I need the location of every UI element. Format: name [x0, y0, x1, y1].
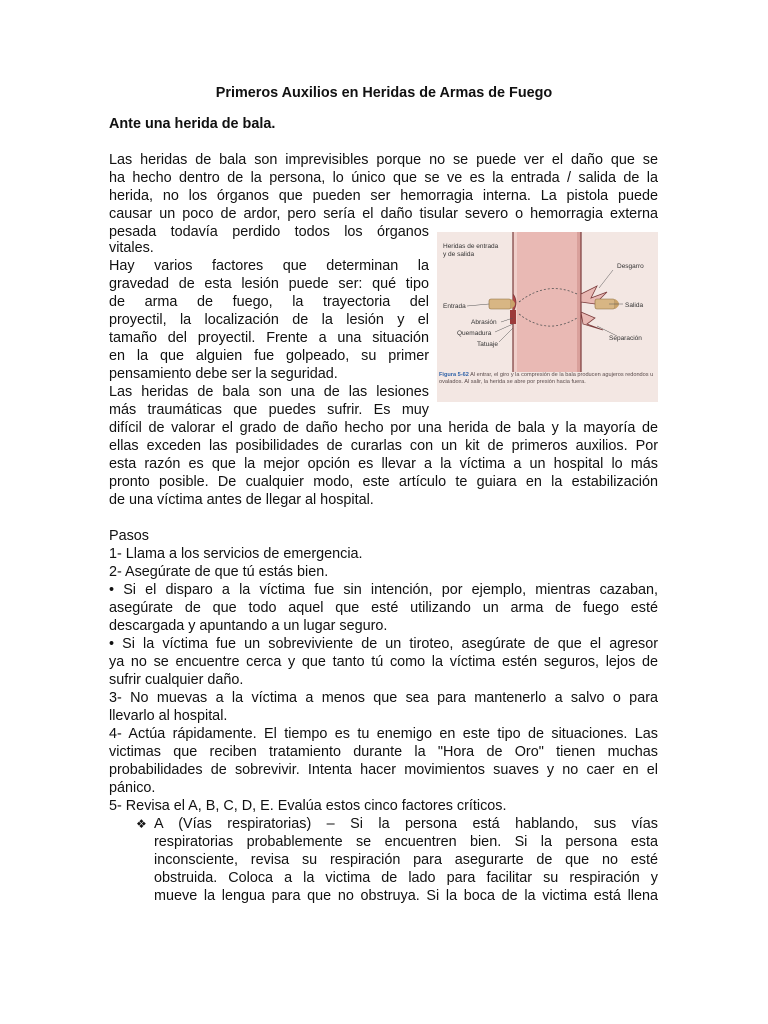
text-line: Las heridas de bala son una de las lesiones: [109, 384, 429, 400]
document-title: Primeros Auxilios en Heridas de Armas de Fuego: [215, 85, 553, 101]
step-line: 2- Asegúrate de que tú estás bien.: [109, 564, 329, 580]
text-line: Hay varios factores que determinan la: [109, 258, 429, 274]
step-line: victimas que reciben tratamiento durante la "Hora de Oro" tienen muchas: [109, 744, 658, 760]
text-line: causar un poco de ardor, pero sería el daño tisular severo o hemorragia externa: [109, 206, 658, 222]
text-line: pronto posible. De cualquier modo, este artículo te guiara en la estabilización: [109, 474, 658, 490]
text-line: pesada todavía perdido todos los órganos: [109, 224, 429, 240]
tissue-band: [513, 232, 581, 372]
text-line: de arma de fuego, la trayectoria del: [109, 294, 429, 310]
text-line: en la que alguien fue golpeado, su primer: [109, 348, 429, 364]
figure-caption-number: Figura 5-62: [439, 372, 469, 378]
text-line: difícil de valorar el grado de daño hecho por una herida de bala y la mayoría de: [109, 420, 658, 436]
section-heading: Ante una herida de bala.: [109, 116, 276, 132]
text-line: proyectil, la localización de la lesión y el: [109, 312, 429, 328]
label-entrada: Entrada: [443, 303, 466, 310]
text-line: ha hecho dentro de la persona, lo único que se ve es la entrada / salida de la: [109, 170, 658, 186]
step-line: 4- Actúa rápidamente. El tiempo es tu enemigo en este tipo de situaciones. Las: [109, 726, 658, 742]
step-line: 3- No muevas a la víctima a menos que sea para mantenerlo a salvo o para: [109, 690, 658, 706]
text-line: gravedad de esta lesión puede ser: qué tipo: [109, 276, 429, 292]
step-line: • Si la víctima fue un sobreviviente de un tiroteo, asegúrate de que el agresor: [109, 636, 658, 652]
diamond-bullet-icon: ❖: [136, 817, 147, 831]
label-abrasion: Abrasión: [471, 319, 497, 326]
label-tatuaje: Tatuaje: [477, 341, 498, 348]
text-line: más traumáticas que puedes sufrir. Es muy: [109, 402, 429, 418]
step-line: ya no se encuentre cerca y que tanto tú como la víctima estén seguros, lejos de: [109, 654, 658, 670]
label-salida-sub: y de salida: [443, 251, 475, 258]
step-line: sufrir cualquier daño.: [109, 672, 244, 688]
sub-item-line: obstruida. Coloca a la victima de lado para facilitar su respiración y: [154, 870, 658, 886]
figure-caption-text: Al entrar, el giro y la compresión de la bala producen agujeros redondos u ovalados. Al salir, la herida se abre por presión hacia fuera.: [439, 372, 654, 385]
step-line: probabilidades de sobrevivir. Intenta hacer movimientos suaves y no caer en el: [109, 762, 658, 778]
text-line: ellas exceden las posibilidades de curarlas con un kit de primeros auxilios. Por: [109, 438, 658, 454]
text-line: pensamiento debe ser la seguridad.: [109, 366, 338, 382]
sub-item-line: mueve la lengua para que no obstruya. Si la boca de la victima está llena: [154, 888, 658, 904]
text-line: de una víctima antes de llegar al hospital.: [109, 492, 374, 508]
label-quemadura: Quemadura: [457, 330, 492, 337]
bullet-wound-figure: [437, 232, 658, 402]
step-line: descargada y apuntando a un lugar seguro.: [109, 618, 388, 634]
sub-item-line: inconsciente, revisa su respiración para asegurarte de que no esté: [154, 852, 658, 868]
step-line: 5- Revisa el A, B, C, D, E. Evalúa estos cinco factores críticos.: [109, 798, 507, 814]
label-salida: Salida: [625, 302, 644, 309]
label-heridas: Heridas de entrada: [443, 243, 499, 250]
figure-caption: [439, 372, 655, 386]
step-line: 1- Llama a los servicios de emergencia.: [109, 546, 363, 562]
sub-item-line: A (Vías respiratorias) – Si la persona está hablando, sus vías: [154, 816, 658, 832]
text-line: Las heridas de bala son imprevisibles porque no se puede ver el daño que se: [109, 152, 658, 168]
text-line: esta razón es que la mejor opción es llevar a la víctima a un hospital lo más: [109, 456, 658, 472]
step-line: llevarlo al hospital.: [109, 708, 228, 724]
label-separacion: Separación: [609, 335, 642, 342]
sub-item-line: respiratorias probablemente se encuentren bien. Si la persona esta: [154, 834, 658, 850]
text-line: tamaño del proyectil. Frente a una situación: [109, 330, 429, 346]
text-line: vitales.: [109, 240, 154, 256]
steps-heading: Pasos: [109, 528, 149, 544]
step-line: • Si el disparo a la víctima fue sin intención, por ejemplo, mientras cazaban,: [109, 582, 658, 598]
step-line: asegúrate de que todo aquel que esté utilizando un arma de fuego esté: [109, 600, 658, 616]
text-line: herida, no los órganos que pueden ser hemorragia interna. La pistola puede: [109, 188, 658, 204]
step-line: pánico.: [109, 780, 156, 796]
bullet-in-icon: [489, 299, 515, 309]
label-desgarro: Desgarro: [617, 263, 644, 270]
